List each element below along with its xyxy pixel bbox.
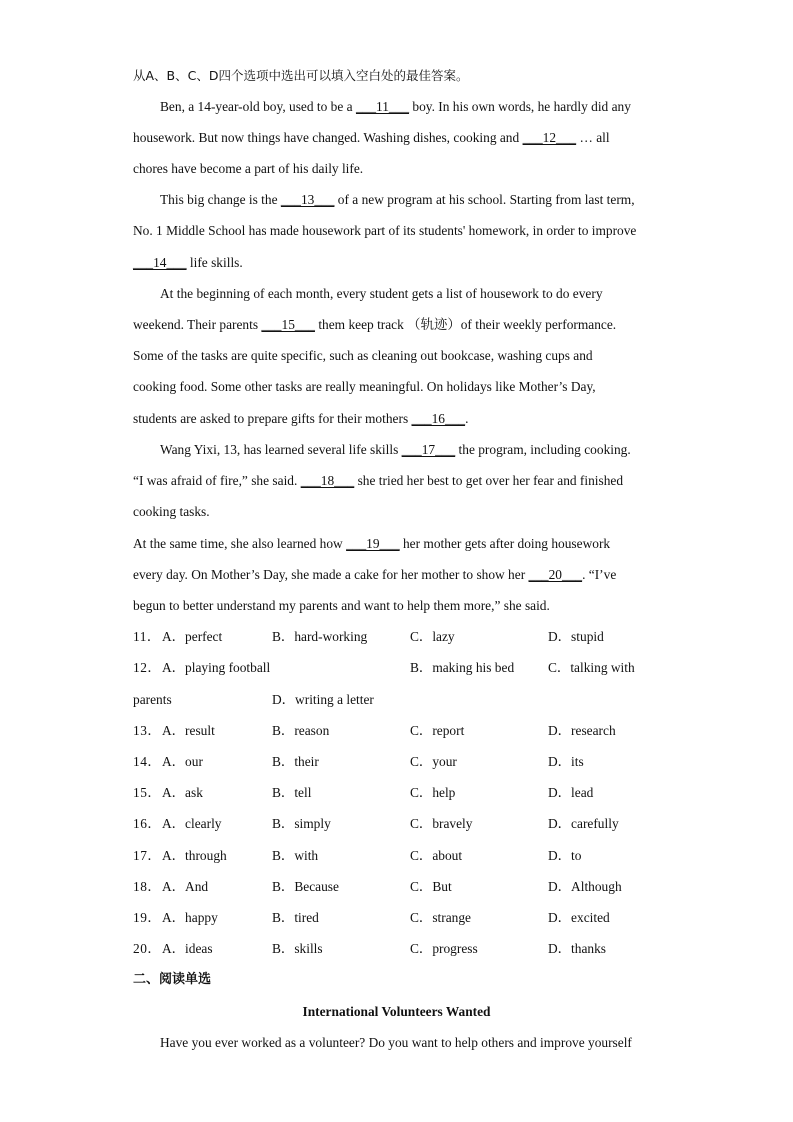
option-a[interactable]: A．ask <box>162 785 203 800</box>
option-a[interactable]: A．And <box>162 879 209 894</box>
option-b[interactable]: B．hard-working <box>272 629 368 644</box>
blank-17: ___17___ <box>401 442 456 457</box>
passage-line: Ben, a 14-year-old boy, used to be a ___11___ boy. In his own words, he hardly did any <box>160 99 631 114</box>
option-c-continued[interactable]: parents <box>133 692 172 707</box>
option-b[interactable]: B．their <box>272 754 319 769</box>
passage-line: chores have become a part of his daily life. <box>133 161 364 176</box>
option-c[interactable]: C．But <box>410 879 452 894</box>
option-d[interactable]: D．its <box>548 754 584 769</box>
option-d[interactable]: D．carefully <box>548 816 619 831</box>
section-heading: 二、阅读单选 <box>133 972 212 987</box>
question-number: 15． <box>133 785 162 800</box>
passage-line: “I was afraid of fire,” she said. ___18___ she tried her best to get over her fear and finished <box>133 473 624 488</box>
passage-line: cooking food. Some other tasks are really meaningful. On holidays like Mother’s Day, <box>133 379 596 394</box>
passage-line: ___14___ life skills. <box>133 255 243 270</box>
blank-18: ___18___ <box>300 473 355 488</box>
option-b[interactable]: B．with <box>272 848 319 863</box>
option-c[interactable]: C．progress <box>410 941 478 956</box>
option-d[interactable]: D．Although <box>548 879 622 894</box>
blank-12: ___12___ <box>522 130 577 145</box>
passage-line: This big change is the ___13___ of a new program at his school. Starting from last term, <box>160 192 635 207</box>
blank-16: ___16___ <box>411 411 466 426</box>
option-d[interactable]: D．stupid <box>548 629 604 644</box>
option-d[interactable]: D．excited <box>548 910 610 925</box>
option-d[interactable]: D．lead <box>548 785 594 800</box>
question-number: 12． <box>133 660 162 675</box>
question-number: 13． <box>133 723 162 738</box>
blank-20: ___20___ <box>528 567 583 582</box>
option-b[interactable]: B．skills <box>272 941 323 956</box>
option-d[interactable]: D．research <box>548 723 616 738</box>
option-c[interactable]: C．report <box>410 723 465 738</box>
option-c[interactable]: C．strange <box>410 910 471 925</box>
option-b[interactable]: B．simply <box>272 816 331 831</box>
blank-13: ___13___ <box>280 192 335 207</box>
blank-19: ___19___ <box>346 536 400 551</box>
option-d[interactable]: D．writing a letter <box>272 692 374 707</box>
option-b[interactable]: B．tired <box>272 910 319 925</box>
option-b[interactable]: B．reason <box>272 723 330 738</box>
blank-15: ___15___ <box>261 317 315 332</box>
option-a[interactable]: A．happy <box>162 910 218 925</box>
passage-line: Wang Yixi, 13, has learned several life skills ___17___ the program, including cooking. <box>160 442 631 457</box>
question-number: 14． <box>133 754 162 769</box>
option-a[interactable]: A．ideas <box>162 941 213 956</box>
passage-line: cooking tasks. <box>133 504 210 519</box>
article-title: International Volunteers Wanted <box>302 1004 491 1019</box>
option-a[interactable]: A．our <box>162 754 203 769</box>
option-b[interactable]: B．making his bed <box>410 660 515 675</box>
passage-line: students are asked to prepare gifts for their mothers ___16___. <box>133 411 469 426</box>
option-d[interactable]: D．thanks <box>548 941 607 956</box>
instruction-text: 从A、B、C、D四个选项中选出可以填入空白处的最佳答案。 <box>133 68 469 83</box>
option-c[interactable]: C．help <box>410 785 456 800</box>
option-c[interactable]: C．talking with <box>548 660 635 675</box>
question-number: 19． <box>133 910 162 925</box>
option-a[interactable]: A．result <box>162 723 215 738</box>
passage-line: No. 1 Middle School has made housework part of its students' homework, in order to improve <box>133 223 637 238</box>
passage-line: begun to better understand my parents and want to help them more,” she said. <box>133 598 550 613</box>
question-number: 20． <box>133 941 162 956</box>
passage-line: At the beginning of each month, every student gets a list of housework to do every <box>160 286 603 301</box>
blank-11: ___11___ <box>355 99 410 114</box>
passage-line: weekend. Their parents ___15___ them keep track （轨迹）of their weekly performance. <box>133 317 617 332</box>
question-number: 11． <box>133 629 161 644</box>
passage-line: housework. But now things have changed. Washing dishes, cooking and ___12___ … all <box>133 130 610 145</box>
option-c[interactable]: C．lazy <box>410 629 455 644</box>
option-b[interactable]: B．Because <box>272 879 339 894</box>
question-number: 18． <box>133 879 162 894</box>
option-b[interactable]: B．tell <box>272 785 312 800</box>
blank-14: ___14___ <box>133 255 187 270</box>
option-c[interactable]: C．about <box>410 848 463 863</box>
option-a[interactable]: A．perfect <box>162 629 223 644</box>
option-a[interactable]: A．through <box>162 848 227 863</box>
option-d[interactable]: D．to <box>548 848 582 863</box>
passage-line: Some of the tasks are quite specific, such as cleaning out bookcase, washing cups and <box>133 348 593 363</box>
option-a[interactable]: A．clearly <box>162 816 222 831</box>
question-number: 17． <box>133 848 162 863</box>
option-a[interactable]: A．playing football <box>162 660 271 675</box>
question-number: 16． <box>133 816 162 831</box>
option-c[interactable]: C．bravely <box>410 816 473 831</box>
article-intro: Have you ever worked as a volunteer? Do you want to help others and improve yourself <box>160 1035 632 1050</box>
passage-line: every day. On Mother’s Day, she made a cake for her mother to show her ___20___. “I’ve <box>133 567 617 582</box>
option-c[interactable]: C．your <box>410 754 457 769</box>
passage-line: At the same time, she also learned how ___19___ her mother gets after doing housework <box>133 536 611 551</box>
